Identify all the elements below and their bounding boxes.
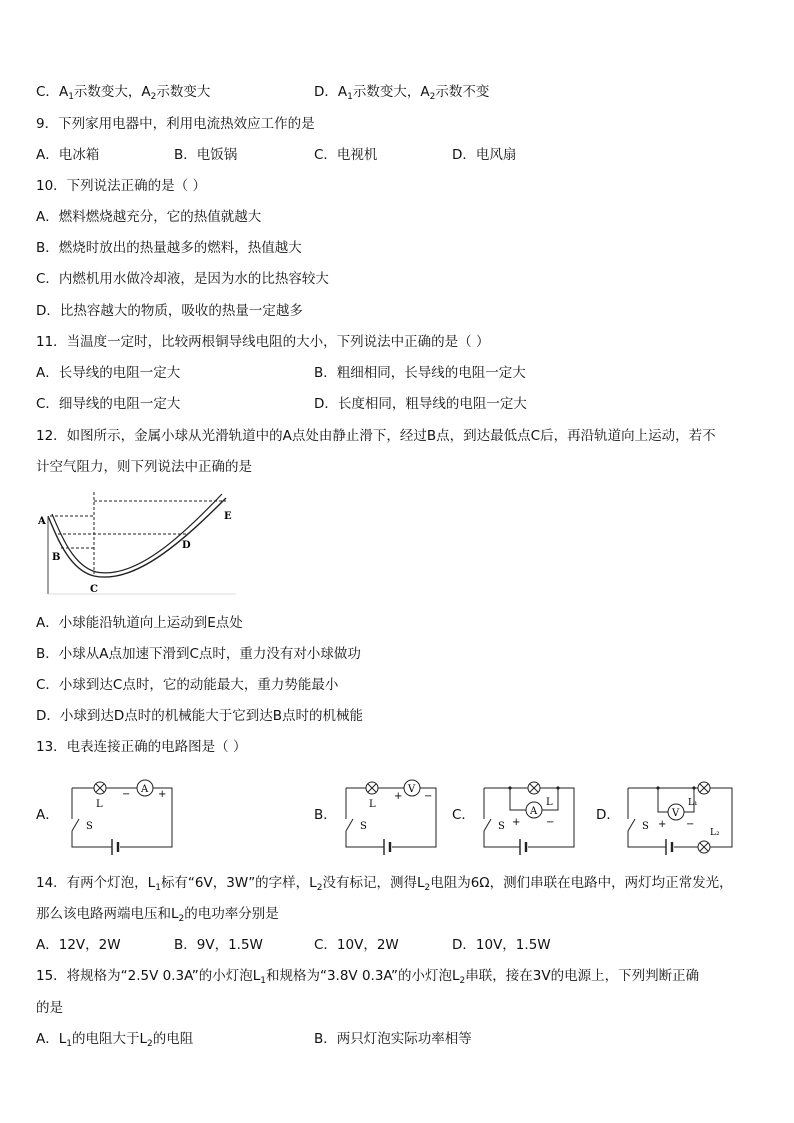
q10-stem: 10．下列说法正确的是（ ） [36, 178, 206, 194]
q8-option-c: C．$A_1$示数变大，$A_2$示数变大 [36, 84, 211, 102]
q10-option-d: D．比热容越大的物质，吸收的热量一定越多 [36, 303, 303, 319]
q13a-ammeter-label: A [141, 784, 149, 795]
q10-option-b: B．燃烧时放出的热量越多的燃料，热值越大 [36, 240, 302, 256]
q13-circuit-a [62, 775, 182, 855]
q13b-plus-label: + [394, 791, 403, 802]
q13a-plus-label: + [158, 789, 167, 800]
q13d-voltmeter-label: V [672, 808, 680, 819]
q15-option-b: B．两只灯泡实际功率相等 [314, 1031, 472, 1047]
q9-option-d: D．电风扇 [452, 147, 517, 163]
q13d-minus-label: − [686, 819, 695, 830]
q13c-plus-label: + [512, 817, 521, 828]
q13-option-b-letter: B． [314, 807, 337, 823]
q9-option-a: A．电冰箱 [36, 147, 100, 163]
q8-option-d: D．$A_1$示数变大，$A_2$示数不变 [314, 84, 490, 102]
q14-option-d: D．10V，1.5W [452, 937, 551, 953]
q13b-minus-label: − [424, 791, 433, 802]
q13-circuit-b [336, 775, 446, 855]
q13-circuit-c [474, 775, 584, 855]
q15-option-a: A．$L_1$的电阻大于$L_2$的电阻 [36, 1031, 194, 1049]
q13c-ammeter-label: A [530, 806, 538, 817]
q13b-voltmeter-label: V [408, 784, 416, 795]
q9-option-c: C．电视机 [314, 147, 378, 163]
q13-stem: 13．电表连接正确的电路图是（ ） [36, 739, 247, 755]
q13d-l2-label: L₂ [710, 828, 720, 838]
q13a-switch-label: S [86, 821, 93, 832]
q13c-minus-label: − [546, 817, 555, 828]
q12-track-figure [36, 490, 236, 598]
q11-option-c: C．细导线的电阻一定大 [36, 396, 181, 412]
q12-label-b: B [52, 552, 61, 563]
q13d-switch-label: S [642, 821, 649, 832]
q15-stem-line2: 的是 [36, 1000, 63, 1016]
q12-label-c: C [90, 584, 98, 595]
q10-option-a: A．燃料燃烧越充分，它的热值就越大 [36, 209, 262, 225]
q11-stem: 11．当温度一定时，比较两根铜导线电阻的大小，下列说法中正确的是（ ） [36, 334, 490, 350]
q14-option-b: B．9V，1.5W [174, 937, 263, 953]
q14-option-c: C．10V，2W [314, 937, 399, 953]
q13-option-a-letter: A． [36, 807, 59, 823]
q13-option-c-letter: C． [452, 807, 475, 823]
q13-circuit-d [618, 775, 742, 855]
q13b-switch-label: S [360, 821, 367, 832]
q13d-plus-label: + [658, 819, 667, 830]
q13a-lamp-label: L [96, 799, 103, 810]
q11-option-a: A．长导线的电阻一定大 [36, 365, 181, 381]
q12-option-b: B．小球从A点加速下滑到C点时，重力没有对小球做功 [36, 646, 361, 662]
q9-stem: 9．下列家用电器中，利用电流热效应工作的是 [36, 116, 315, 132]
q14-option-a: A．12V，2W [36, 937, 121, 953]
q13a-minus-label: − [122, 789, 131, 800]
q12-option-d: D．小球到达D点时的机械能大于它到达B点时的机械能 [36, 708, 364, 724]
q12-label-d: D [182, 540, 191, 551]
q14-stem-line2: 那么该电路两端电压和$L_2$的电功率分别是 [36, 906, 279, 924]
q11-option-d: D．长度相同，粗导线的电阻一定大 [314, 396, 527, 412]
q13d-l1-label: L₁ [688, 798, 698, 808]
q15-stem-line1: 15．将规格为“2.5V 0.3A”的小灯泡$L_1$和规格为“3.8V 0.3A”的小灯泡$L_2$串联，接在3V的电源上，下列判断正确 [36, 968, 700, 986]
q12-label-e: E [224, 511, 232, 522]
q13c-switch-label: S [498, 821, 505, 832]
q12-option-c: C．小球到达C点时，它的动能最大，重力势能最小 [36, 677, 339, 693]
q12-label-a: A [38, 516, 46, 527]
q12-stem-line2: 计空气阻力，则下列说法中正确的是 [36, 459, 252, 475]
q13c-lamp-label: L [546, 797, 553, 808]
q10-option-c: C．内燃机用水做冷却液，是因为水的比热容较大 [36, 271, 329, 287]
q12-stem-line1: 12．如图所示，金属小球从光滑轨道中的A点处由静止滑下，经过B点，到达最低点C后，再沿轨道向上运动，若不 [36, 428, 716, 444]
q12-option-a: A．小球能沿轨道向上运动到E点处 [36, 615, 243, 631]
q9-option-b: B．电饭锅 [174, 147, 238, 163]
q11-option-b: B．粗细相同，长导线的电阻一定大 [314, 365, 526, 381]
q13-option-d-letter: D． [596, 807, 620, 823]
q13b-lamp-label: L [369, 799, 376, 810]
q14-stem-line1: 14．有两个灯泡，$L_1$标有“6V，3W”的字样，$L_2$没有标记，测得$L_2$电阻为6Ω，测们串联在电路中，两灯均正常发光， [36, 875, 733, 893]
